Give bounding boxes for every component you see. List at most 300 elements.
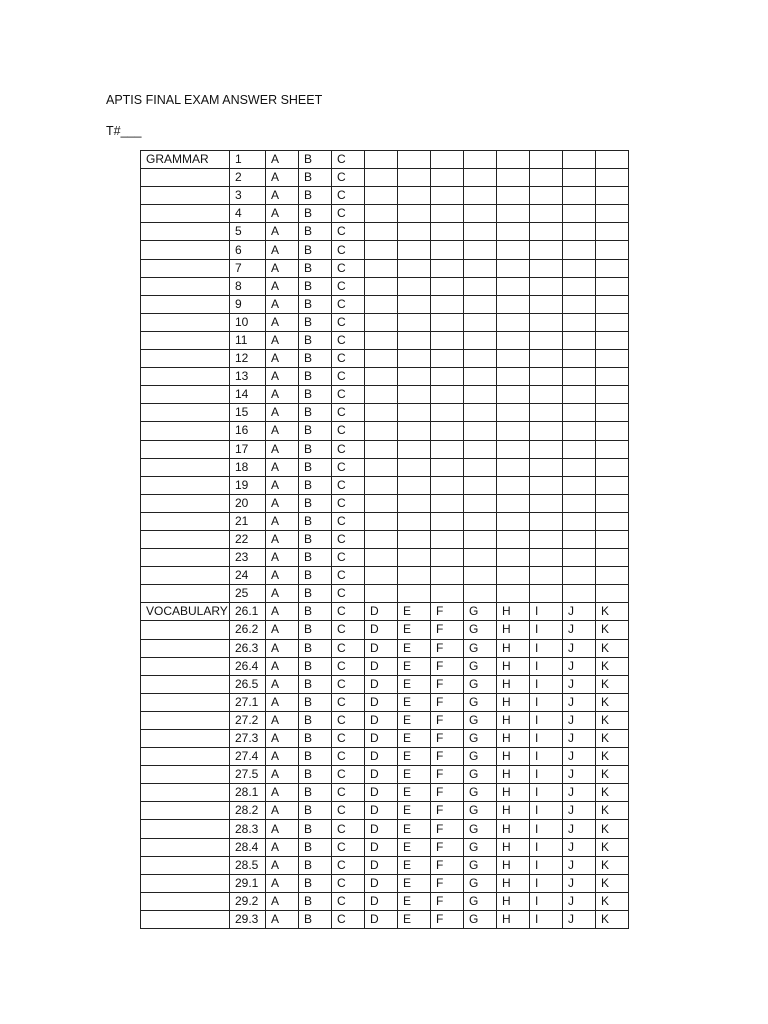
answer-option-cell[interactable]	[563, 386, 596, 404]
answer-option-cell[interactable]: J	[563, 657, 596, 675]
answer-option-cell[interactable]: A	[266, 748, 299, 766]
answer-option-cell[interactable]: G	[464, 838, 497, 856]
answer-option-cell[interactable]	[365, 223, 398, 241]
answer-option-cell[interactable]: C	[332, 151, 365, 169]
answer-option-cell[interactable]: K	[596, 639, 629, 657]
answer-option-cell[interactable]: I	[530, 892, 563, 910]
answer-option-cell[interactable]	[596, 512, 629, 530]
answer-option-cell[interactable]: B	[299, 295, 332, 313]
answer-option-cell[interactable]: I	[530, 802, 563, 820]
answer-option-cell[interactable]	[563, 350, 596, 368]
answer-option-cell[interactable]: J	[563, 621, 596, 639]
answer-option-cell[interactable]	[431, 494, 464, 512]
answer-option-cell[interactable]: J	[563, 766, 596, 784]
answer-option-cell[interactable]	[431, 512, 464, 530]
answer-option-cell[interactable]: F	[431, 856, 464, 874]
answer-option-cell[interactable]: D	[365, 657, 398, 675]
answer-option-cell[interactable]	[464, 169, 497, 187]
answer-option-cell[interactable]: A	[266, 494, 299, 512]
answer-option-cell[interactable]: H	[497, 675, 530, 693]
answer-option-cell[interactable]: F	[431, 693, 464, 711]
answer-option-cell[interactable]: G	[464, 675, 497, 693]
answer-option-cell[interactable]: A	[266, 476, 299, 494]
answer-option-cell[interactable]	[365, 404, 398, 422]
answer-option-cell[interactable]: B	[299, 169, 332, 187]
answer-option-cell[interactable]: B	[299, 512, 332, 530]
answer-option-cell[interactable]: K	[596, 711, 629, 729]
answer-option-cell[interactable]: C	[332, 892, 365, 910]
answer-option-cell[interactable]: A	[266, 856, 299, 874]
answer-option-cell[interactable]: E	[398, 838, 431, 856]
answer-option-cell[interactable]	[596, 422, 629, 440]
answer-option-cell[interactable]	[398, 331, 431, 349]
answer-option-cell[interactable]: F	[431, 748, 464, 766]
answer-option-cell[interactable]	[398, 223, 431, 241]
answer-option-cell[interactable]: H	[497, 802, 530, 820]
answer-option-cell[interactable]	[464, 368, 497, 386]
answer-option-cell[interactable]: F	[431, 675, 464, 693]
answer-option-cell[interactable]: J	[563, 603, 596, 621]
answer-option-cell[interactable]: C	[332, 802, 365, 820]
answer-option-cell[interactable]: J	[563, 910, 596, 928]
answer-option-cell[interactable]: A	[266, 223, 299, 241]
answer-option-cell[interactable]	[563, 368, 596, 386]
answer-option-cell[interactable]: E	[398, 856, 431, 874]
answer-option-cell[interactable]	[464, 313, 497, 331]
answer-option-cell[interactable]	[596, 187, 629, 205]
answer-option-cell[interactable]: D	[365, 675, 398, 693]
answer-option-cell[interactable]: A	[266, 151, 299, 169]
answer-option-cell[interactable]: E	[398, 748, 431, 766]
answer-option-cell[interactable]	[563, 422, 596, 440]
answer-option-cell[interactable]	[563, 169, 596, 187]
answer-option-cell[interactable]	[365, 205, 398, 223]
answer-option-cell[interactable]	[365, 241, 398, 259]
answer-option-cell[interactable]	[530, 151, 563, 169]
answer-option-cell[interactable]	[464, 151, 497, 169]
answer-option-cell[interactable]: D	[365, 711, 398, 729]
answer-option-cell[interactable]: B	[299, 494, 332, 512]
answer-option-cell[interactable]: G	[464, 856, 497, 874]
answer-option-cell[interactable]: J	[563, 784, 596, 802]
answer-option-cell[interactable]: E	[398, 730, 431, 748]
answer-option-cell[interactable]	[530, 386, 563, 404]
answer-option-cell[interactable]: E	[398, 892, 431, 910]
answer-option-cell[interactable]	[497, 440, 530, 458]
answer-option-cell[interactable]: H	[497, 657, 530, 675]
answer-option-cell[interactable]: K	[596, 766, 629, 784]
answer-option-cell[interactable]	[596, 151, 629, 169]
answer-option-cell[interactable]: C	[332, 693, 365, 711]
answer-option-cell[interactable]: J	[563, 693, 596, 711]
answer-option-cell[interactable]	[398, 187, 431, 205]
answer-option-cell[interactable]	[596, 476, 629, 494]
answer-option-cell[interactable]: A	[266, 711, 299, 729]
answer-option-cell[interactable]: B	[299, 603, 332, 621]
answer-option-cell[interactable]	[398, 549, 431, 567]
answer-option-cell[interactable]: C	[332, 910, 365, 928]
answer-option-cell[interactable]: G	[464, 802, 497, 820]
answer-option-cell[interactable]	[398, 494, 431, 512]
answer-option-cell[interactable]	[464, 476, 497, 494]
answer-option-cell[interactable]: A	[266, 295, 299, 313]
answer-option-cell[interactable]	[398, 476, 431, 494]
answer-option-cell[interactable]: G	[464, 693, 497, 711]
answer-option-cell[interactable]	[398, 205, 431, 223]
answer-option-cell[interactable]	[563, 313, 596, 331]
answer-option-cell[interactable]: B	[299, 422, 332, 440]
answer-option-cell[interactable]: G	[464, 748, 497, 766]
answer-option-cell[interactable]: I	[530, 711, 563, 729]
answer-option-cell[interactable]	[497, 567, 530, 585]
answer-option-cell[interactable]	[464, 494, 497, 512]
answer-option-cell[interactable]: A	[266, 730, 299, 748]
answer-option-cell[interactable]: C	[332, 657, 365, 675]
answer-option-cell[interactable]: F	[431, 784, 464, 802]
answer-option-cell[interactable]: D	[365, 603, 398, 621]
answer-option-cell[interactable]: H	[497, 910, 530, 928]
answer-option-cell[interactable]: G	[464, 874, 497, 892]
answer-option-cell[interactable]: F	[431, 766, 464, 784]
answer-option-cell[interactable]: B	[299, 458, 332, 476]
answer-option-cell[interactable]	[365, 313, 398, 331]
answer-option-cell[interactable]	[365, 187, 398, 205]
answer-option-cell[interactable]	[530, 422, 563, 440]
answer-option-cell[interactable]: B	[299, 856, 332, 874]
answer-option-cell[interactable]: C	[332, 331, 365, 349]
answer-option-cell[interactable]	[464, 223, 497, 241]
answer-option-cell[interactable]	[464, 205, 497, 223]
answer-option-cell[interactable]	[530, 205, 563, 223]
answer-option-cell[interactable]: B	[299, 350, 332, 368]
answer-option-cell[interactable]: G	[464, 621, 497, 639]
answer-option-cell[interactable]	[431, 368, 464, 386]
answer-option-cell[interactable]: C	[332, 368, 365, 386]
answer-option-cell[interactable]	[563, 223, 596, 241]
answer-option-cell[interactable]	[563, 241, 596, 259]
answer-option-cell[interactable]	[596, 331, 629, 349]
answer-option-cell[interactable]	[530, 404, 563, 422]
answer-option-cell[interactable]: C	[332, 494, 365, 512]
answer-option-cell[interactable]: C	[332, 187, 365, 205]
answer-option-cell[interactable]: F	[431, 621, 464, 639]
answer-option-cell[interactable]	[398, 151, 431, 169]
answer-option-cell[interactable]: K	[596, 838, 629, 856]
answer-option-cell[interactable]: H	[497, 748, 530, 766]
answer-option-cell[interactable]	[596, 585, 629, 603]
answer-option-cell[interactable]	[530, 223, 563, 241]
answer-option-cell[interactable]: B	[299, 259, 332, 277]
answer-option-cell[interactable]: A	[266, 205, 299, 223]
answer-option-cell[interactable]: A	[266, 331, 299, 349]
answer-option-cell[interactable]	[464, 458, 497, 476]
answer-option-cell[interactable]	[365, 530, 398, 548]
answer-option-cell[interactable]	[398, 368, 431, 386]
answer-option-cell[interactable]: B	[299, 639, 332, 657]
answer-option-cell[interactable]: C	[332, 639, 365, 657]
answer-option-cell[interactable]	[365, 386, 398, 404]
answer-option-cell[interactable]	[530, 277, 563, 295]
answer-option-cell[interactable]	[563, 404, 596, 422]
answer-option-cell[interactable]	[398, 386, 431, 404]
answer-option-cell[interactable]	[596, 277, 629, 295]
answer-option-cell[interactable]: A	[266, 693, 299, 711]
answer-option-cell[interactable]	[365, 585, 398, 603]
answer-option-cell[interactable]	[497, 494, 530, 512]
answer-option-cell[interactable]: C	[332, 603, 365, 621]
answer-option-cell[interactable]: K	[596, 856, 629, 874]
answer-option-cell[interactable]	[563, 331, 596, 349]
answer-option-cell[interactable]: A	[266, 838, 299, 856]
answer-option-cell[interactable]	[365, 151, 398, 169]
answer-option-cell[interactable]: C	[332, 585, 365, 603]
answer-option-cell[interactable]: I	[530, 675, 563, 693]
answer-option-cell[interactable]: E	[398, 621, 431, 639]
answer-option-cell[interactable]: C	[332, 350, 365, 368]
answer-option-cell[interactable]	[497, 169, 530, 187]
answer-option-cell[interactable]: D	[365, 784, 398, 802]
answer-option-cell[interactable]: F	[431, 657, 464, 675]
answer-option-cell[interactable]	[497, 277, 530, 295]
answer-option-cell[interactable]	[365, 494, 398, 512]
answer-option-cell[interactable]	[596, 313, 629, 331]
answer-option-cell[interactable]: J	[563, 892, 596, 910]
answer-option-cell[interactable]	[398, 512, 431, 530]
answer-option-cell[interactable]	[431, 549, 464, 567]
answer-option-cell[interactable]: D	[365, 639, 398, 657]
answer-option-cell[interactable]: D	[365, 766, 398, 784]
answer-option-cell[interactable]: C	[332, 205, 365, 223]
answer-option-cell[interactable]: E	[398, 639, 431, 657]
answer-option-cell[interactable]	[431, 331, 464, 349]
answer-option-cell[interactable]	[530, 567, 563, 585]
answer-option-cell[interactable]: C	[332, 675, 365, 693]
answer-option-cell[interactable]: A	[266, 458, 299, 476]
answer-option-cell[interactable]	[497, 295, 530, 313]
answer-option-cell[interactable]: K	[596, 874, 629, 892]
answer-option-cell[interactable]: B	[299, 151, 332, 169]
answer-option-cell[interactable]: A	[266, 585, 299, 603]
answer-option-cell[interactable]: K	[596, 621, 629, 639]
answer-option-cell[interactable]	[464, 585, 497, 603]
answer-option-cell[interactable]	[497, 386, 530, 404]
answer-option-cell[interactable]	[365, 512, 398, 530]
answer-option-cell[interactable]	[497, 458, 530, 476]
answer-option-cell[interactable]	[398, 422, 431, 440]
answer-option-cell[interactable]: H	[497, 621, 530, 639]
answer-option-cell[interactable]: B	[299, 313, 332, 331]
answer-option-cell[interactable]: A	[266, 874, 299, 892]
answer-option-cell[interactable]: C	[332, 458, 365, 476]
answer-option-cell[interactable]: B	[299, 386, 332, 404]
answer-option-cell[interactable]	[563, 295, 596, 313]
answer-option-cell[interactable]: F	[431, 730, 464, 748]
answer-option-cell[interactable]: B	[299, 730, 332, 748]
answer-option-cell[interactable]: A	[266, 386, 299, 404]
answer-option-cell[interactable]: A	[266, 549, 299, 567]
answer-option-cell[interactable]: F	[431, 639, 464, 657]
answer-option-cell[interactable]	[398, 440, 431, 458]
answer-option-cell[interactable]: B	[299, 693, 332, 711]
answer-option-cell[interactable]: F	[431, 874, 464, 892]
answer-option-cell[interactable]: D	[365, 621, 398, 639]
answer-option-cell[interactable]	[365, 440, 398, 458]
answer-option-cell[interactable]: F	[431, 820, 464, 838]
answer-option-cell[interactable]	[596, 549, 629, 567]
answer-option-cell[interactable]: B	[299, 241, 332, 259]
answer-option-cell[interactable]: K	[596, 730, 629, 748]
answer-option-cell[interactable]: I	[530, 693, 563, 711]
answer-option-cell[interactable]: B	[299, 187, 332, 205]
answer-option-cell[interactable]	[365, 368, 398, 386]
answer-option-cell[interactable]	[596, 567, 629, 585]
answer-option-cell[interactable]: B	[299, 621, 332, 639]
answer-option-cell[interactable]	[596, 494, 629, 512]
answer-option-cell[interactable]	[464, 567, 497, 585]
answer-option-cell[interactable]: D	[365, 693, 398, 711]
answer-option-cell[interactable]: A	[266, 621, 299, 639]
answer-option-cell[interactable]: I	[530, 657, 563, 675]
answer-option-cell[interactable]	[497, 404, 530, 422]
answer-option-cell[interactable]: D	[365, 838, 398, 856]
answer-option-cell[interactable]	[563, 277, 596, 295]
answer-option-cell[interactable]: B	[299, 820, 332, 838]
answer-option-cell[interactable]	[596, 169, 629, 187]
answer-option-cell[interactable]: J	[563, 820, 596, 838]
answer-option-cell[interactable]	[563, 549, 596, 567]
answer-option-cell[interactable]	[365, 277, 398, 295]
answer-option-cell[interactable]: A	[266, 259, 299, 277]
answer-option-cell[interactable]	[563, 530, 596, 548]
answer-option-cell[interactable]: A	[266, 639, 299, 657]
answer-option-cell[interactable]: J	[563, 856, 596, 874]
answer-option-cell[interactable]	[596, 295, 629, 313]
answer-option-cell[interactable]: G	[464, 820, 497, 838]
answer-option-cell[interactable]: B	[299, 368, 332, 386]
answer-option-cell[interactable]	[464, 277, 497, 295]
answer-option-cell[interactable]: H	[497, 693, 530, 711]
answer-option-cell[interactable]: C	[332, 784, 365, 802]
answer-option-cell[interactable]: A	[266, 440, 299, 458]
answer-option-cell[interactable]: A	[266, 820, 299, 838]
answer-option-cell[interactable]	[431, 476, 464, 494]
answer-option-cell[interactable]: E	[398, 603, 431, 621]
answer-option-cell[interactable]: B	[299, 331, 332, 349]
answer-option-cell[interactable]: B	[299, 748, 332, 766]
answer-option-cell[interactable]: E	[398, 784, 431, 802]
answer-option-cell[interactable]	[497, 331, 530, 349]
answer-option-cell[interactable]	[365, 422, 398, 440]
answer-option-cell[interactable]: J	[563, 838, 596, 856]
answer-option-cell[interactable]	[398, 295, 431, 313]
answer-option-cell[interactable]: C	[332, 386, 365, 404]
answer-option-cell[interactable]: F	[431, 802, 464, 820]
answer-option-cell[interactable]: C	[332, 295, 365, 313]
answer-option-cell[interactable]	[530, 585, 563, 603]
answer-option-cell[interactable]: F	[431, 892, 464, 910]
answer-option-cell[interactable]	[530, 331, 563, 349]
answer-option-cell[interactable]	[497, 350, 530, 368]
answer-option-cell[interactable]	[497, 313, 530, 331]
answer-option-cell[interactable]	[365, 476, 398, 494]
answer-option-cell[interactable]	[563, 512, 596, 530]
answer-option-cell[interactable]	[398, 259, 431, 277]
answer-option-cell[interactable]	[431, 313, 464, 331]
answer-option-cell[interactable]: I	[530, 838, 563, 856]
answer-option-cell[interactable]	[563, 494, 596, 512]
answer-option-cell[interactable]	[530, 368, 563, 386]
answer-option-cell[interactable]	[563, 259, 596, 277]
answer-option-cell[interactable]: A	[266, 567, 299, 585]
answer-option-cell[interactable]: D	[365, 874, 398, 892]
answer-option-cell[interactable]: J	[563, 675, 596, 693]
answer-option-cell[interactable]: C	[332, 766, 365, 784]
answer-option-cell[interactable]: I	[530, 766, 563, 784]
answer-option-cell[interactable]	[530, 476, 563, 494]
answer-option-cell[interactable]: G	[464, 910, 497, 928]
answer-option-cell[interactable]: E	[398, 675, 431, 693]
answer-option-cell[interactable]	[398, 567, 431, 585]
answer-option-cell[interactable]	[596, 368, 629, 386]
answer-option-cell[interactable]: B	[299, 476, 332, 494]
answer-option-cell[interactable]	[563, 205, 596, 223]
answer-option-cell[interactable]	[464, 512, 497, 530]
answer-option-cell[interactable]: A	[266, 766, 299, 784]
answer-option-cell[interactable]	[497, 187, 530, 205]
answer-option-cell[interactable]: A	[266, 657, 299, 675]
answer-option-cell[interactable]: K	[596, 910, 629, 928]
answer-option-cell[interactable]: E	[398, 820, 431, 838]
answer-option-cell[interactable]: A	[266, 784, 299, 802]
answer-option-cell[interactable]: I	[530, 820, 563, 838]
answer-option-cell[interactable]: B	[299, 657, 332, 675]
answer-option-cell[interactable]	[431, 350, 464, 368]
answer-option-cell[interactable]	[365, 169, 398, 187]
answer-option-cell[interactable]	[398, 404, 431, 422]
answer-option-cell[interactable]	[365, 567, 398, 585]
answer-option-cell[interactable]	[497, 512, 530, 530]
answer-option-cell[interactable]	[464, 549, 497, 567]
answer-option-cell[interactable]	[365, 259, 398, 277]
answer-option-cell[interactable]	[596, 386, 629, 404]
answer-option-cell[interactable]: C	[332, 241, 365, 259]
answer-option-cell[interactable]: A	[266, 169, 299, 187]
answer-option-cell[interactable]: C	[332, 277, 365, 295]
answer-option-cell[interactable]	[563, 440, 596, 458]
answer-option-cell[interactable]	[530, 350, 563, 368]
answer-option-cell[interactable]: K	[596, 820, 629, 838]
answer-option-cell[interactable]	[431, 259, 464, 277]
answer-option-cell[interactable]	[464, 386, 497, 404]
answer-option-cell[interactable]	[464, 187, 497, 205]
answer-option-cell[interactable]: D	[365, 910, 398, 928]
answer-option-cell[interactable]	[563, 187, 596, 205]
answer-option-cell[interactable]	[497, 259, 530, 277]
answer-option-cell[interactable]	[431, 205, 464, 223]
answer-option-cell[interactable]: F	[431, 711, 464, 729]
answer-option-cell[interactable]: E	[398, 693, 431, 711]
answer-option-cell[interactable]	[398, 241, 431, 259]
answer-option-cell[interactable]: B	[299, 892, 332, 910]
answer-option-cell[interactable]: B	[299, 530, 332, 548]
answer-option-cell[interactable]: B	[299, 404, 332, 422]
answer-option-cell[interactable]: A	[266, 368, 299, 386]
answer-option-cell[interactable]	[431, 169, 464, 187]
answer-option-cell[interactable]: G	[464, 730, 497, 748]
answer-option-cell[interactable]: I	[530, 603, 563, 621]
answer-option-cell[interactable]	[497, 585, 530, 603]
answer-option-cell[interactable]: A	[266, 910, 299, 928]
